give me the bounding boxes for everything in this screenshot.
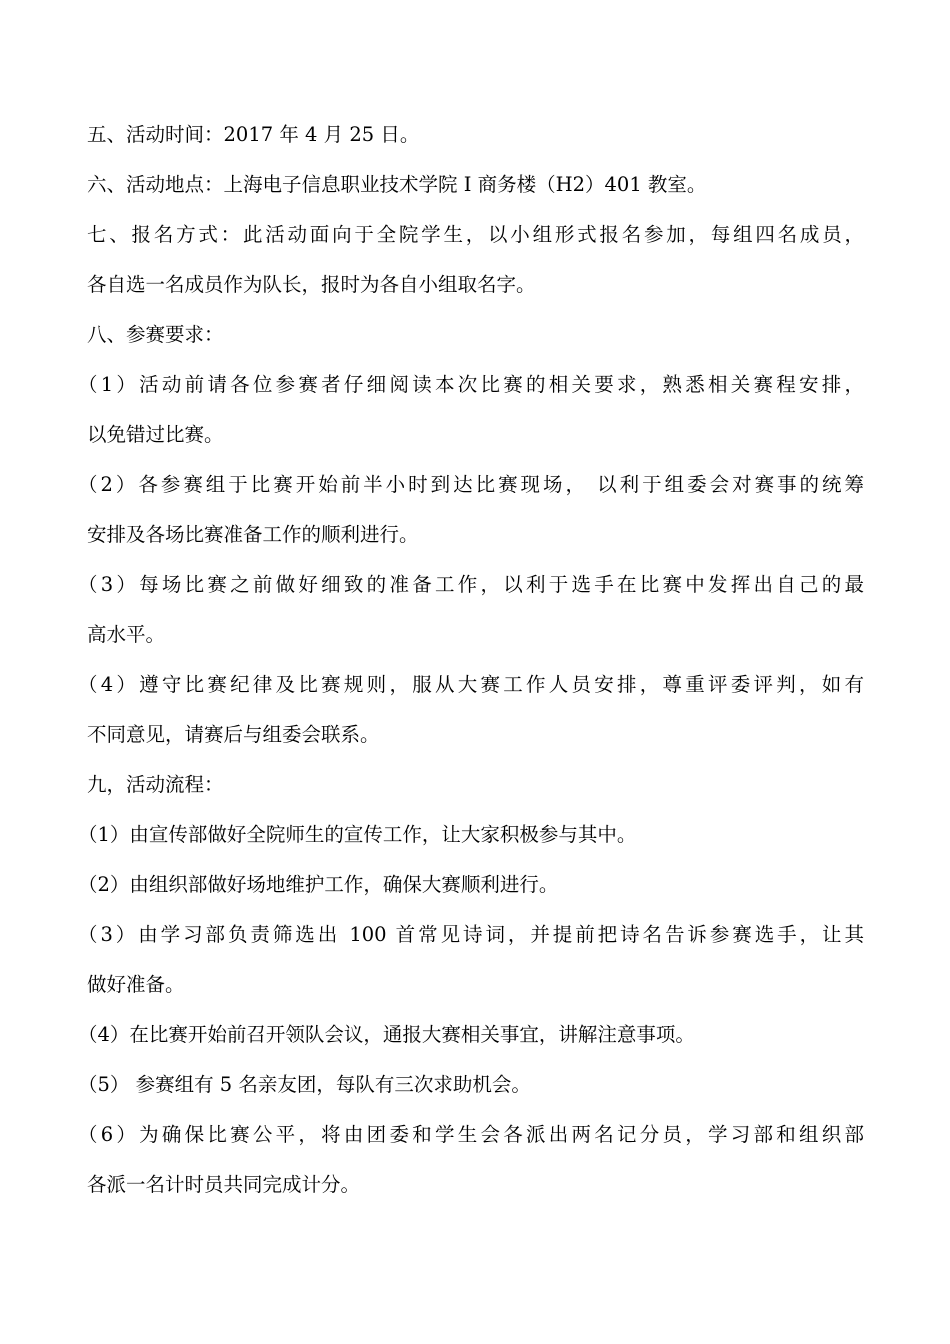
section-five-activity-time: 五、活动时间：2017 年 4 月 25 日。: [87, 123, 420, 146]
process-item-3-cont: 做好准备。: [87, 973, 185, 996]
requirement-item-3: （3）每场比赛之前做好细致的准备工作，以利于选手在比赛中发挥出自己的最: [78, 573, 864, 596]
requirement-item-1-cont: 以免错过比赛。: [87, 423, 224, 446]
process-item-1: （1）由宣传部做好全院师生的宣传工作，让大家积极参与其中。: [78, 823, 637, 846]
section-six-activity-location: 六、活动地点：上海电子信息职业技术学院 I 商务楼（H2）401 教室。: [87, 173, 707, 196]
process-item-3: （3）由学习部负责筛选出 100 首常见诗词，并提前把诗名告诉参赛选手，让其: [78, 923, 864, 946]
requirement-item-4: （4）遵守比赛纪律及比赛规则，服从大赛工作人员安排，尊重评委评判，如有: [78, 673, 864, 696]
document-body: [78, 110, 864, 1210]
process-item-2: （2）由组织部做好场地维护工作，确保大赛顺利进行。: [78, 873, 559, 896]
process-item-4: （4）在比赛开始前召开领队会议，通报大赛相关事宜，讲解注意事项。: [78, 1023, 695, 1046]
section-seven-registration: 七、报名方式：此活动面向于全院学生，以小组形式报名参加，每组四名成员，: [87, 223, 864, 246]
process-item-6-cont: 各派一名计时员共同完成计分。: [87, 1173, 361, 1196]
section-eight-heading: 八、参赛要求：: [87, 323, 224, 346]
requirement-item-3-cont: 高水平。: [87, 623, 166, 646]
requirement-item-2: （2）各参赛组于比赛开始前半小时到达比赛现场， 以利于组委会对赛事的统筹: [78, 473, 864, 496]
section-seven-registration-cont: 各自选一名成员作为队长，报时为各自小组取名字。: [87, 273, 536, 296]
section-nine-heading: 九，活动流程：: [87, 773, 224, 796]
requirement-item-2-cont: 安排及各场比赛准备工作的顺利进行。: [87, 523, 419, 546]
requirement-item-4-cont: 不同意见，请赛后与组委会联系。: [87, 723, 380, 746]
process-item-6: （6）为确保比赛公平，将由团委和学生会各派出两名记分员，学习部和组织部: [78, 1123, 864, 1146]
process-item-5: （5） 参赛组有 5 名亲友团，每队有三次求助机会。: [78, 1073, 531, 1096]
requirement-item-1: （1）活动前请各位参赛者仔细阅读本次比赛的相关要求，熟悉相关赛程安排，: [78, 373, 864, 396]
